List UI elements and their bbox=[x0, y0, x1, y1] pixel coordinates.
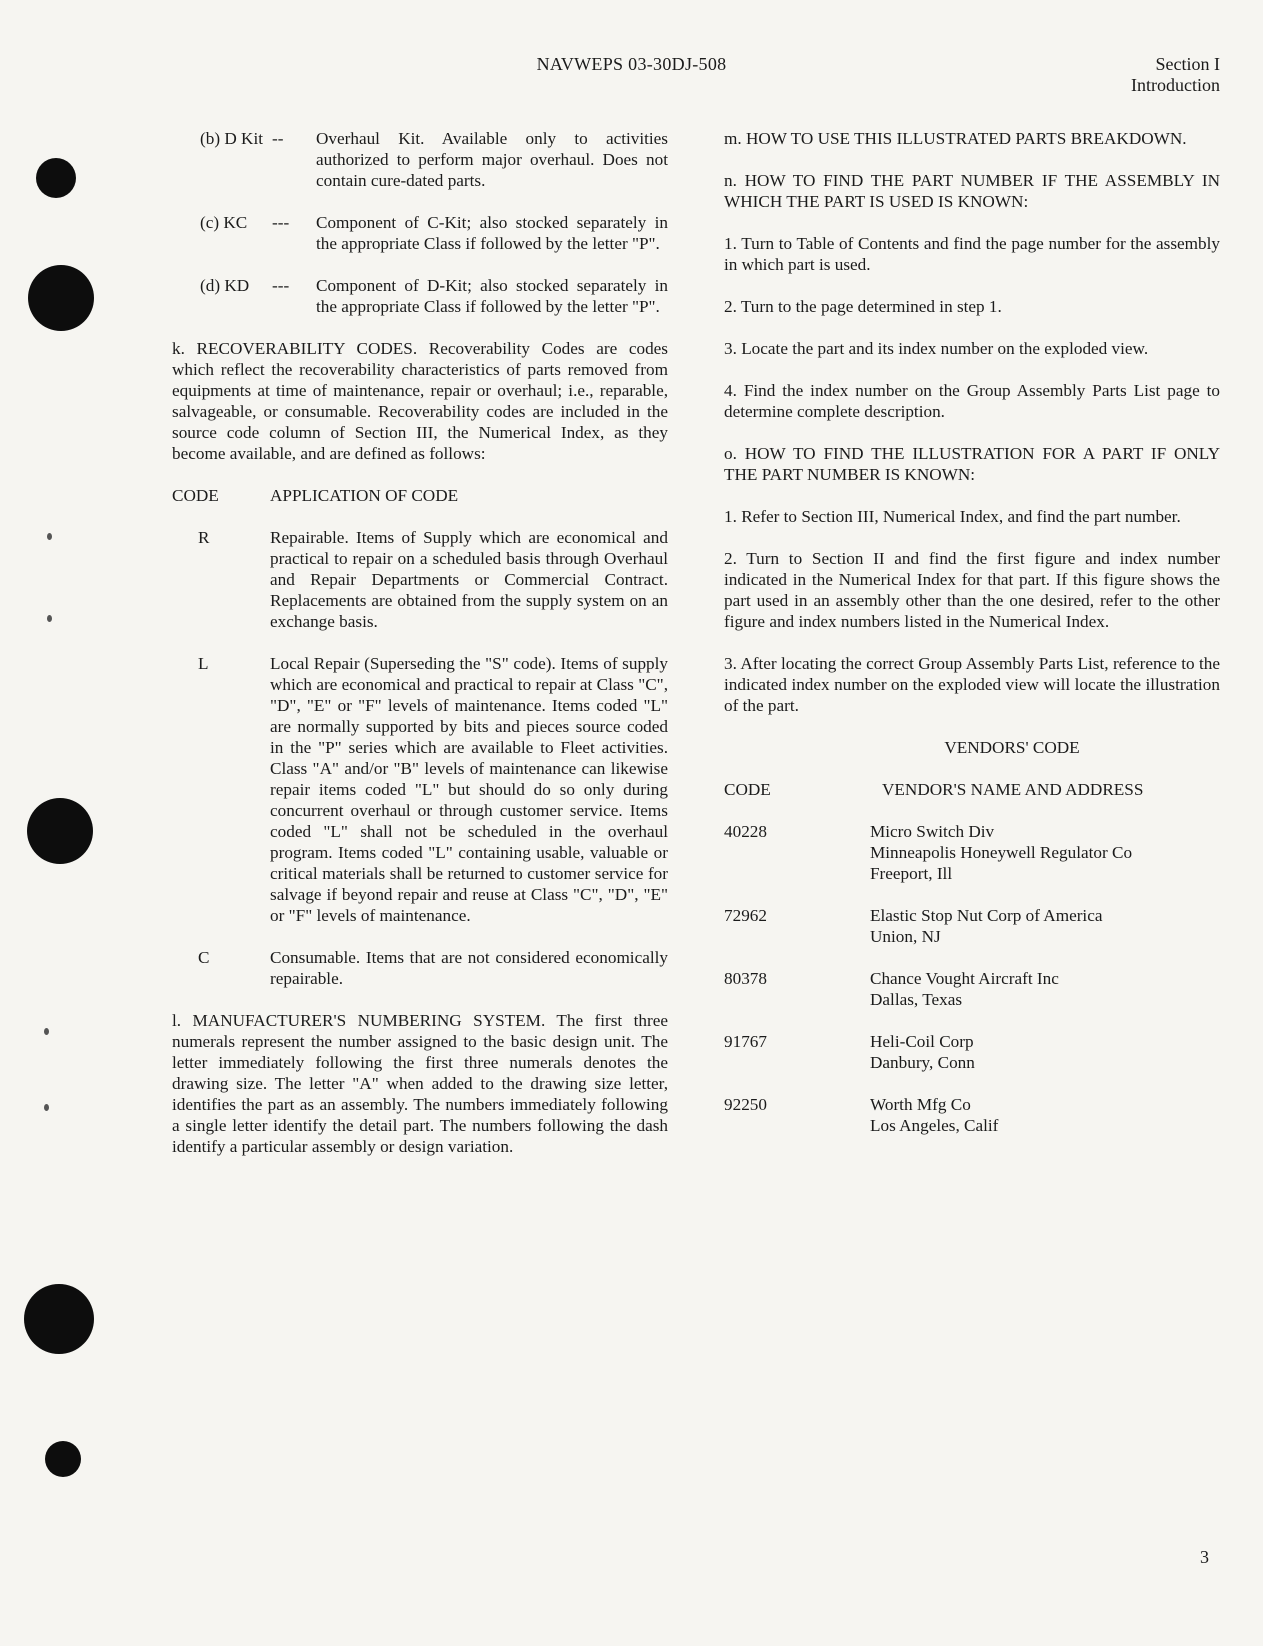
kit-label: (d) KD bbox=[200, 276, 250, 295]
scan-speck bbox=[47, 615, 52, 622]
find-part-step: 2. Turn to the page determined in step 1. bbox=[724, 297, 1002, 316]
kit-item bbox=[200, 212, 668, 254]
kit-item bbox=[200, 128, 668, 191]
code-description: Repairable. Items of Supply which are economical and practical to repair on a scheduled basis through Overhaul and Repair Departments or Commercial Contract. Replacements are obtained from the supply system on an exchange basis. bbox=[270, 528, 668, 631]
code-column-header: CODE bbox=[172, 486, 219, 505]
code-description: Local Repair (Superseding the "S" code). Items of supply which are economical and practical to repair at Class "C", "D", "E" or "F" levels of maintenance. Items coded "L" are normally supported by bits and pieces source coded in the "P" series which are available to Fleet activities. Class "A" and/or "B" levels of maintenance can likewise repair items coded "L" but should do so only during concurrent overhaul or through customer service. Items coded "L" shall not be scheduled in the overhaul program. Items coded "L" containing usable, valuable or critical materials shall be returned to customer service for salvage if beyond repair and reuse at Class "C", "D", "E" or "F" levels of maintenance. bbox=[270, 654, 668, 925]
vendor-address-line: Micro Switch Div bbox=[870, 822, 995, 841]
find-illustration-step: 1. Refer to Section III, Numerical Index, and find the part number. bbox=[724, 507, 1181, 526]
how-to-use-heading: m. HOW TO USE THIS ILLUSTRATED PARTS BREAKDOWN. bbox=[724, 129, 1187, 148]
numbering-paragraph: l. MANUFACTURER'S NUMBERING SYSTEM. The first three numerals represent the number assigned to the basic design unit. The letter immediately following the first three numerals denotes the drawing size. The letter "A" when added to the drawing size letter, identifies the part as an assembly. The numbers immediately following a single letter identify the detail part. The numbers following the dash identify a particular assembly or design variation. bbox=[172, 1011, 668, 1156]
vendor-code: 92250 bbox=[724, 1095, 767, 1114]
kit-description: Component of C-Kit; also stocked separately in the appropriate Class if followed by the letter "P". bbox=[316, 213, 668, 253]
scan-speck bbox=[47, 533, 52, 540]
vendor-row bbox=[724, 821, 1220, 884]
binder-hole bbox=[45, 1441, 81, 1477]
application-column-header: APPLICATION OF CODE bbox=[270, 486, 459, 505]
vendor-code: 72962 bbox=[724, 906, 767, 925]
code-description: Consumable. Items that are not considered economically repairable. bbox=[270, 948, 668, 988]
vendor-address-line: Minneapolis Honeywell Regulator Co bbox=[870, 843, 1133, 862]
code-letter: C bbox=[198, 948, 210, 967]
vendor-address bbox=[870, 1031, 975, 1073]
kit-dash: --- bbox=[272, 213, 290, 232]
kit-description: Overhaul Kit. Available only to activities authorized to perform major overhaul. Does not contain cure-dated parts. bbox=[316, 129, 668, 190]
vendor-code: 91767 bbox=[724, 1032, 767, 1051]
vendor-address-line: Dallas, Texas bbox=[870, 990, 963, 1009]
code-row bbox=[172, 527, 668, 632]
vendor-address-line: Worth Mfg Co bbox=[870, 1095, 971, 1114]
code-table-header bbox=[172, 485, 668, 506]
vendor-address-line: Chance Vought Aircraft Inc bbox=[870, 969, 1059, 988]
recoverability-paragraph: k. RECOVERABILITY CODES. Recoverability Codes are codes which reflect the recoverability characteristics of parts removed from equipments at time of maintenance, repair or overhaul; i.e., reparable, salvageable, or consumable. Recoverability codes are included in the source code column of Section III, the Numerical Index, as they become available, and are defined as follows: bbox=[172, 339, 668, 463]
vendor-code: 80378 bbox=[724, 969, 767, 988]
vendor-address-line: Los Angeles, Calif bbox=[870, 1116, 999, 1135]
vendor-address-line: Union, NJ bbox=[870, 927, 941, 946]
vendor-row bbox=[724, 1031, 1220, 1073]
find-part-heading: n. HOW TO FIND THE PART NUMBER IF THE ASSEMBLY IN WHICH THE PART IS USED IS KNOWN: bbox=[724, 171, 1220, 211]
section-header bbox=[1131, 54, 1220, 96]
vendors-table-header bbox=[724, 779, 1220, 800]
binder-hole bbox=[27, 798, 93, 864]
binder-hole bbox=[24, 1284, 94, 1354]
scan-speck bbox=[44, 1104, 49, 1111]
code-letter: L bbox=[198, 654, 209, 673]
find-illustration-step: 3. After locating the correct Group Assembly Parts List, reference to the indicated index number on the exploded view will locate the illustration of the part. bbox=[724, 654, 1220, 715]
vendor-address bbox=[870, 905, 1102, 947]
find-part-step: 1. Turn to Table of Contents and find the page number for the assembly in which part is used. bbox=[724, 234, 1220, 274]
left-column bbox=[172, 128, 668, 1157]
document-number: NAVWEPS 03-30DJ-508 bbox=[536, 54, 727, 74]
vendor-list bbox=[724, 821, 1220, 1136]
vendor-address-line: Freeport, Ill bbox=[870, 864, 953, 883]
vendor-code: 40228 bbox=[724, 822, 767, 841]
vendor-row bbox=[724, 905, 1220, 947]
find-part-step: 4. Find the index number on the Group Assembly Parts List page to determine complete description. bbox=[724, 381, 1220, 421]
find-part-step: 3. Locate the part and its index number on the exploded view. bbox=[724, 339, 1149, 358]
code-row bbox=[172, 947, 668, 989]
vendors-title: VENDORS' CODE bbox=[944, 738, 1080, 757]
kit-description: Component of D-Kit; also stocked separately in the appropriate Class if followed by the letter "P". bbox=[316, 276, 668, 316]
kit-dash: -- bbox=[272, 129, 284, 148]
code-row bbox=[172, 653, 668, 926]
kit-dash: --- bbox=[272, 276, 290, 295]
vendor-code-header: CODE bbox=[724, 780, 771, 799]
vendor-row bbox=[724, 1094, 1220, 1136]
kit-label: (b) D Kit bbox=[200, 129, 264, 148]
kit-label: (c) KC bbox=[200, 213, 248, 232]
vendor-name-header: VENDOR'S NAME AND ADDRESS bbox=[882, 780, 1144, 799]
scan-speck bbox=[44, 1028, 49, 1035]
right-column bbox=[724, 128, 1220, 1157]
vendor-address bbox=[870, 1094, 998, 1136]
vendor-address-line: Danbury, Conn bbox=[870, 1053, 975, 1072]
find-illustration-step: 2. Turn to Section II and find the first figure and index number indicated in the Numerical Index for that part. If this figure shows the part used in an assembly other than the one desired, refer to the other figure and index numbers listed in the Numerical Index. bbox=[724, 549, 1220, 631]
vendor-address-line: Heli-Coil Corp bbox=[870, 1032, 974, 1051]
section-label: Section I bbox=[1155, 54, 1220, 74]
page-number: 3 bbox=[1200, 1547, 1209, 1567]
vendor-address bbox=[870, 968, 1059, 1010]
find-illustration-heading: o. HOW TO FIND THE ILLUSTRATION FOR A PART IF ONLY THE PART NUMBER IS KNOWN: bbox=[724, 444, 1220, 484]
code-letter: R bbox=[198, 528, 210, 547]
kit-item bbox=[200, 275, 668, 317]
binder-hole bbox=[36, 158, 76, 198]
binder-hole bbox=[28, 265, 94, 331]
vendor-row bbox=[724, 968, 1220, 1010]
kit-list bbox=[172, 128, 668, 317]
section-title: Introduction bbox=[1131, 75, 1220, 95]
vendor-address-line: Elastic Stop Nut Corp of America bbox=[870, 906, 1103, 925]
vendor-address bbox=[870, 821, 1132, 884]
